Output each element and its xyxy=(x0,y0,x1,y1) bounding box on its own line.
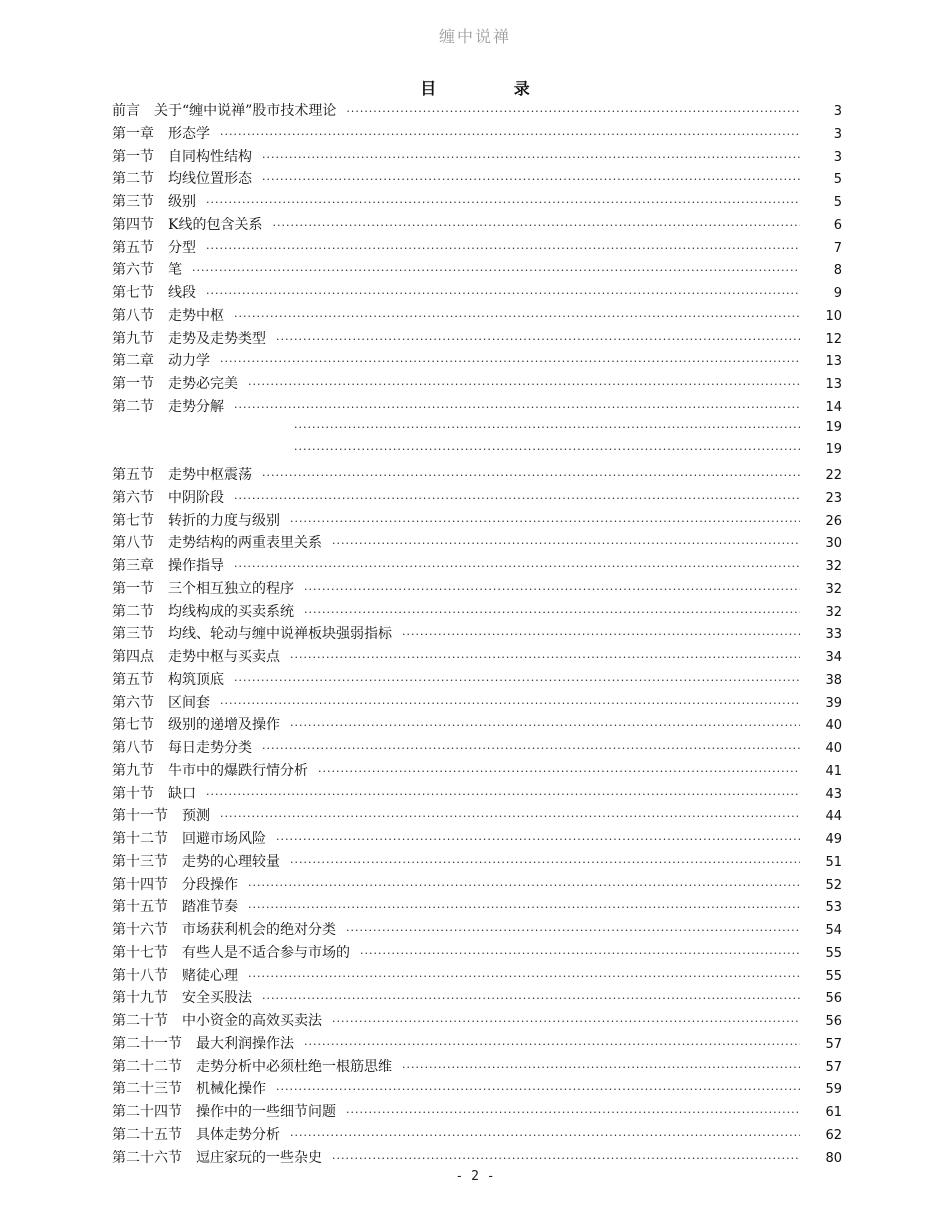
toc-entry-number: 第十九节 xyxy=(112,990,168,1007)
toc-entry[interactable] xyxy=(112,328,842,351)
toc-entry-page: 13 xyxy=(825,354,842,370)
toc-entry-number: 第二十一节 xyxy=(112,1035,182,1052)
toc-entry-title: 走势分解 xyxy=(168,398,224,415)
toc-entry-number: 第一章 xyxy=(112,125,154,142)
toc-entry-text xyxy=(112,851,290,871)
toc-entry-number: 第三节 xyxy=(112,626,154,643)
toc-entry-page: 55 xyxy=(825,968,842,984)
toc-entry-number: 第九节 xyxy=(112,762,154,779)
toc-entry-number: 前言 xyxy=(112,103,140,119)
toc-title: 目 录 xyxy=(420,79,566,98)
toc-leader-dots xyxy=(262,992,800,1005)
toc-entry-page: 3 xyxy=(833,104,842,119)
toc-entry-text xyxy=(112,441,294,457)
toc-leader-dots xyxy=(346,1106,800,1119)
toc-entry[interactable] xyxy=(112,828,842,851)
toc-entry-page: 23 xyxy=(825,490,842,506)
toc-entry[interactable] xyxy=(112,1033,842,1056)
toc-entry-text xyxy=(112,146,262,166)
toc-entry-number: 第二十五节 xyxy=(112,1126,182,1143)
toc-entry-page: 30 xyxy=(825,536,842,552)
toc-entry[interactable] xyxy=(112,282,842,305)
toc-leader-dots xyxy=(234,560,800,573)
toc-entry-number: 第八节 xyxy=(112,307,154,324)
toc-entry-text xyxy=(112,805,220,825)
toc-entry-text xyxy=(112,896,248,916)
toc-entry[interactable] xyxy=(112,1101,842,1124)
toc-entry[interactable] xyxy=(112,441,842,464)
toc-entry-text xyxy=(112,737,262,757)
toc-entry[interactable] xyxy=(112,737,842,760)
toc-entry-text xyxy=(112,123,220,143)
toc-leader-dots xyxy=(234,401,800,414)
toc-entry-text xyxy=(112,305,234,325)
toc-entry-number: 第十八节 xyxy=(112,967,168,984)
toc-entry-title: 自同构性结构 xyxy=(168,148,252,165)
toc-entry-title: 有些人是不适合参与市场的 xyxy=(182,944,350,961)
toc-entry-number: 第六节 xyxy=(112,262,154,279)
toc-entry-page: 56 xyxy=(825,991,842,1007)
toc-entry[interactable] xyxy=(112,692,842,715)
toc-entry[interactable] xyxy=(112,1078,842,1101)
toc-entry-title: 级别 xyxy=(168,194,196,210)
toc-entry[interactable] xyxy=(112,601,842,624)
toc-entry-text xyxy=(112,1147,332,1167)
toc-entry-text xyxy=(112,1124,290,1144)
toc-entry-page: 51 xyxy=(825,854,842,870)
toc-entry-text xyxy=(112,828,276,848)
toc-entry[interactable] xyxy=(112,259,842,282)
toc-entry-text xyxy=(112,1033,304,1053)
toc-entry[interactable] xyxy=(112,987,842,1010)
toc-entry-number: 第一节 xyxy=(112,580,154,597)
toc-entry-text xyxy=(112,942,360,962)
page-number: - 2 - xyxy=(455,1169,495,1184)
toc-entry[interactable] xyxy=(112,1147,842,1170)
toc-entry-number: 第三节 xyxy=(112,194,154,210)
toc-entry-text xyxy=(112,646,290,666)
toc-entry-text xyxy=(112,237,206,257)
toc-entry-number: 第一节 xyxy=(112,376,154,392)
toc-leader-dots xyxy=(192,264,800,277)
toc-entry-text xyxy=(112,510,290,530)
toc-entry[interactable] xyxy=(112,1124,842,1147)
toc-leader-dots xyxy=(248,378,800,391)
toc-entry[interactable] xyxy=(112,1056,842,1079)
toc-entry-title: K线的包含关系 xyxy=(168,216,263,233)
toc-entry-text xyxy=(112,578,304,598)
toc-entry-number: 第七节 xyxy=(112,285,154,301)
toc-entry-title: 三个相互独立的程序 xyxy=(168,580,294,597)
toc-entry-page: 61 xyxy=(825,1105,842,1120)
toc-entry[interactable] xyxy=(112,532,842,555)
toc-entry-number: 第七节 xyxy=(112,717,154,734)
toc-entry-text xyxy=(112,396,234,416)
toc-entry-title: 均线构成的买卖系统 xyxy=(168,603,294,620)
toc-leader-dots xyxy=(332,1152,800,1165)
toc-leader-dots xyxy=(360,947,800,960)
toc-entry-page: 8 xyxy=(833,263,842,279)
toc-entry-page: 59 xyxy=(825,1082,842,1098)
toc-entry-number: 第十七节 xyxy=(112,944,168,961)
toc-entry-page: 43 xyxy=(825,786,842,802)
toc-entry-text xyxy=(112,692,220,712)
toc-entry-title: 走势分析中必须杜绝一根筋思维 xyxy=(196,1058,392,1075)
table-of-contents xyxy=(112,100,842,1169)
toc-entry-page: 34 xyxy=(825,650,842,665)
toc-leader-dots xyxy=(220,128,800,141)
toc-entry-title: 机械化操作 xyxy=(196,1081,266,1098)
toc-entry-page: 14 xyxy=(825,399,842,415)
toc-entry-title: 走势及走势类型 xyxy=(168,330,266,347)
toc-entry-title: 均线位置形态 xyxy=(168,171,252,188)
toc-entry-text xyxy=(112,214,272,234)
toc-entry-page: 80 xyxy=(825,1150,842,1166)
toc-entry-page: 40 xyxy=(825,741,842,756)
toc-leader-dots xyxy=(206,242,800,255)
toc-entry-text xyxy=(112,168,262,188)
toc-entry[interactable] xyxy=(112,305,842,328)
toc-entry[interactable] xyxy=(112,760,842,783)
toc-entry-title: 最大利润操作法 xyxy=(196,1035,294,1052)
toc-entry[interactable] xyxy=(112,669,842,692)
toc-entry-text xyxy=(112,1010,332,1030)
toc-entry-title: 分段操作 xyxy=(182,876,238,893)
toc-entry-title: 赌徒心理 xyxy=(182,967,238,984)
toc-entry-page: 19 xyxy=(825,419,842,435)
toc-entry[interactable] xyxy=(112,1010,842,1033)
toc-entry-page: 26 xyxy=(825,513,842,529)
toc-entry[interactable] xyxy=(112,646,842,669)
toc-entry-text xyxy=(112,669,234,689)
toc-entry-number: 第十节 xyxy=(112,785,154,802)
toc-entry-text xyxy=(112,373,248,393)
toc-leader-dots xyxy=(220,810,800,823)
toc-entry[interactable] xyxy=(112,851,842,874)
toc-entry-page: 44 xyxy=(825,809,842,825)
toc-entry[interactable] xyxy=(112,965,842,988)
toc-entry-page: 33 xyxy=(825,627,842,643)
toc-entry-title: 区间套 xyxy=(168,694,210,711)
toc-entry-text xyxy=(112,987,262,1007)
toc-entry-text xyxy=(112,487,234,507)
toc-entry-page: 3 xyxy=(833,149,842,165)
toc-entry[interactable] xyxy=(112,419,842,442)
toc-entry[interactable] xyxy=(112,555,842,578)
toc-entry[interactable] xyxy=(112,805,842,828)
toc-entry-title: 线段 xyxy=(168,285,196,301)
toc-leader-dots xyxy=(346,105,800,118)
toc-entry-title: 具体走势分析 xyxy=(196,1126,280,1143)
toc-entry-title: 缺口 xyxy=(168,785,196,802)
toc-leader-dots xyxy=(262,173,800,186)
toc-entry[interactable] xyxy=(112,783,842,806)
toc-entry-number: 第一节 xyxy=(112,148,154,165)
toc-entry-page: 52 xyxy=(825,877,842,893)
toc-entry-title: 关于“缠中说禅”股市技术理论 xyxy=(154,103,337,119)
toc-entry-page: 62 xyxy=(825,1127,842,1143)
toc-leader-dots xyxy=(290,651,800,664)
toc-entry-number: 第八节 xyxy=(112,740,154,756)
toc-entry[interactable] xyxy=(112,942,842,965)
toc-entry-number: 第九节 xyxy=(112,330,154,347)
toc-entry[interactable] xyxy=(112,168,842,191)
toc-entry-page: 3 xyxy=(833,126,842,142)
toc-leader-dots xyxy=(318,765,800,778)
toc-leader-dots xyxy=(402,1061,800,1074)
toc-leader-dots xyxy=(248,970,800,983)
toc-entry-title: 踏准节奏 xyxy=(182,899,238,916)
toc-entry-page: 5 xyxy=(833,195,842,210)
toc-entry-title: 中小资金的高效买卖法 xyxy=(182,1013,322,1029)
toc-entry-title: 走势结构的两重表里关系 xyxy=(168,535,322,552)
toc-leader-dots xyxy=(206,287,800,300)
toc-entry-title: 牛市中的爆跌行情分析 xyxy=(168,762,308,779)
toc-entry-text xyxy=(112,100,346,120)
toc-entry-number: 第八节 xyxy=(112,535,154,552)
toc-entry[interactable] xyxy=(112,919,842,942)
toc-entry-title: 转折的力度与级别 xyxy=(168,512,280,529)
toc-entry-number: 第二十二节 xyxy=(112,1058,182,1075)
toc-entry-page: 41 xyxy=(825,763,842,779)
toc-entry[interactable] xyxy=(112,350,842,373)
toc-entry-title: 每日走势分类 xyxy=(168,740,252,756)
toc-leader-dots xyxy=(290,856,800,869)
toc-entry-page: 6 xyxy=(833,217,842,233)
toc-leader-dots xyxy=(220,697,800,710)
toc-entry-number: 第六节 xyxy=(112,694,154,711)
toc-leader-dots xyxy=(272,219,800,232)
toc-entry-title: 走势的心理较量 xyxy=(182,853,280,870)
toc-entry-number: 第二十四节 xyxy=(112,1104,182,1120)
toc-entry-title: 走势必完美 xyxy=(168,376,238,392)
toc-entry-title: 走势中枢与买卖点 xyxy=(168,649,280,665)
toc-entry-text xyxy=(112,623,402,643)
toc-entry-page: 53 xyxy=(825,900,842,916)
toc-entry-page: 13 xyxy=(825,377,842,392)
toc-entry-page: 32 xyxy=(825,581,842,597)
toc-leader-dots xyxy=(402,628,800,641)
toc-entry-page: 12 xyxy=(825,331,842,347)
toc-entry-text xyxy=(112,282,206,302)
toc-leader-dots xyxy=(220,355,800,368)
toc-entry-number: 第三章 xyxy=(112,558,154,574)
toc-entry-number: 第十六节 xyxy=(112,922,168,938)
toc-entry-number: 第十五节 xyxy=(112,899,168,916)
toc-entry-text xyxy=(112,555,234,575)
toc-entry[interactable] xyxy=(112,191,842,214)
toc-entry-text xyxy=(112,760,318,780)
toc-entry-number: 第二十六节 xyxy=(112,1149,182,1166)
toc-entry-title: 动力学 xyxy=(168,353,210,370)
toc-entry-title: 走势中枢 xyxy=(168,307,224,324)
toc-entry-title: 操作中的一些细节问题 xyxy=(196,1104,336,1120)
toc-entry[interactable] xyxy=(112,396,842,419)
toc-entry-page: 7 xyxy=(833,240,842,256)
toc-entry[interactable] xyxy=(112,373,842,396)
toc-entry-text xyxy=(112,714,290,734)
toc-leader-dots xyxy=(248,879,800,892)
toc-entry[interactable] xyxy=(112,896,842,919)
toc-entry-text xyxy=(112,601,304,621)
toc-entry-number: 第二十节 xyxy=(112,1013,168,1029)
toc-entry-number: 第四点 xyxy=(112,649,154,665)
toc-entry-text xyxy=(112,419,294,435)
toc-entry-text xyxy=(112,191,206,211)
toc-entry-text xyxy=(112,919,346,939)
toc-entry-text xyxy=(112,259,192,279)
toc-entry-page: 57 xyxy=(825,1036,842,1052)
toc-leader-dots xyxy=(276,1083,800,1096)
toc-entry-title: 级别的递增及操作 xyxy=(168,717,280,734)
toc-entry-title: 逗庄家玩的一些杂史 xyxy=(196,1149,322,1166)
toc-entry-page: 32 xyxy=(825,604,842,620)
toc-entry-number: 第五节 xyxy=(112,467,154,483)
toc-entry-text xyxy=(112,328,276,348)
toc-leader-dots xyxy=(290,515,800,528)
toc-entry[interactable] xyxy=(112,874,842,897)
toc-entry-page: 55 xyxy=(825,945,842,961)
toc-entry-text xyxy=(112,350,220,370)
toc-entry[interactable] xyxy=(112,510,842,533)
toc-leader-dots xyxy=(262,151,800,164)
toc-leader-dots xyxy=(234,492,800,505)
toc-leader-dots xyxy=(304,583,800,596)
toc-entry-number: 第十四节 xyxy=(112,876,168,893)
toc-leader-dots xyxy=(332,537,800,550)
toc-entry-text xyxy=(112,965,248,985)
toc-entry[interactable] xyxy=(112,714,842,737)
toc-entry-title: 安全买股法 xyxy=(182,990,252,1007)
toc-entry-number: 第十三节 xyxy=(112,853,168,870)
toc-entry[interactable] xyxy=(112,464,842,487)
toc-entry-page: 5 xyxy=(833,172,842,188)
toc-entry[interactable] xyxy=(112,214,842,237)
toc-entry-text xyxy=(112,874,248,894)
toc-entry-page: 57 xyxy=(825,1059,842,1075)
toc-entry-page: 56 xyxy=(825,1014,842,1029)
toc-entry-page: 38 xyxy=(825,672,842,688)
toc-entry[interactable] xyxy=(112,623,842,646)
toc-entry-text xyxy=(112,1056,402,1076)
toc-entry-text xyxy=(112,783,206,803)
toc-entry[interactable] xyxy=(112,146,842,169)
toc-leader-dots xyxy=(332,1015,800,1028)
toc-entry-page: 22 xyxy=(825,468,842,483)
toc-entry-title: 走势中枢震荡 xyxy=(168,467,252,483)
toc-leader-dots xyxy=(304,606,800,619)
toc-entry-number: 第二十三节 xyxy=(112,1081,182,1098)
toc-leader-dots xyxy=(304,1038,800,1051)
toc-entry-title: 操作指导 xyxy=(168,558,224,574)
toc-entry[interactable] xyxy=(112,237,842,260)
toc-leader-dots xyxy=(234,674,800,687)
toc-entry-number: 第四节 xyxy=(112,216,154,233)
toc-entry-page: 54 xyxy=(825,923,842,938)
toc-entry-page: 19 xyxy=(825,442,842,458)
toc-entry[interactable] xyxy=(112,578,842,601)
toc-leader-dots xyxy=(290,1129,800,1142)
toc-entry-text xyxy=(112,532,332,552)
toc-entry-title: 回避市场风险 xyxy=(182,831,266,847)
toc-leader-dots xyxy=(206,196,800,209)
toc-leader-dots xyxy=(294,443,800,456)
toc-entry-number: 第七节 xyxy=(112,512,154,529)
toc-leader-dots xyxy=(234,310,800,323)
toc-entry[interactable] xyxy=(112,123,842,146)
toc-entry-title: 构筑顶底 xyxy=(168,671,224,688)
toc-entry-text xyxy=(112,464,262,484)
toc-leader-dots xyxy=(206,788,800,801)
toc-entry-page: 39 xyxy=(825,695,842,711)
toc-entry[interactable] xyxy=(112,100,842,123)
toc-entry-number: 第二节 xyxy=(112,603,154,620)
toc-leader-dots xyxy=(346,924,800,937)
toc-entry-number: 第十一节 xyxy=(112,808,168,825)
toc-leader-dots xyxy=(290,719,800,732)
toc-entry-page: 9 xyxy=(833,286,842,301)
toc-entry[interactable] xyxy=(112,487,842,510)
toc-leader-dots xyxy=(276,333,800,346)
toc-entry-title: 市场获利机会的绝对分类 xyxy=(182,922,336,938)
toc-entry-title: 分型 xyxy=(168,239,196,256)
toc-entry-number: 第五节 xyxy=(112,239,154,256)
toc-entry-number: 第五节 xyxy=(112,671,154,688)
toc-entry-page: 40 xyxy=(825,718,842,734)
toc-entry-page: 10 xyxy=(825,308,842,324)
running-header: 缠中说禅 xyxy=(438,27,511,46)
toc-entry-number: 第六节 xyxy=(112,489,154,506)
toc-entry-text xyxy=(112,1101,346,1121)
toc-entry-number: 第二章 xyxy=(112,353,154,370)
toc-leader-dots xyxy=(276,833,800,846)
toc-entry-page: 49 xyxy=(825,832,842,847)
toc-entry-number: 第二节 xyxy=(112,171,154,188)
toc-entry-title: 预测 xyxy=(182,808,210,825)
toc-entry-title: 形态学 xyxy=(168,125,210,142)
toc-entry-text xyxy=(112,1078,276,1098)
toc-entry-title: 笔 xyxy=(168,262,182,279)
toc-leader-dots xyxy=(248,901,800,914)
toc-leader-dots xyxy=(262,742,800,755)
toc-entry-number: 第二节 xyxy=(112,398,154,415)
toc-leader-dots xyxy=(294,421,800,434)
toc-leader-dots xyxy=(262,469,800,482)
toc-entry-page: 32 xyxy=(825,559,842,574)
toc-entry-number: 第十二节 xyxy=(112,831,168,847)
toc-entry-title: 均线、轮动与缠中说禅板块强弱指标 xyxy=(168,626,392,643)
toc-entry-title: 中阴阶段 xyxy=(168,489,224,506)
